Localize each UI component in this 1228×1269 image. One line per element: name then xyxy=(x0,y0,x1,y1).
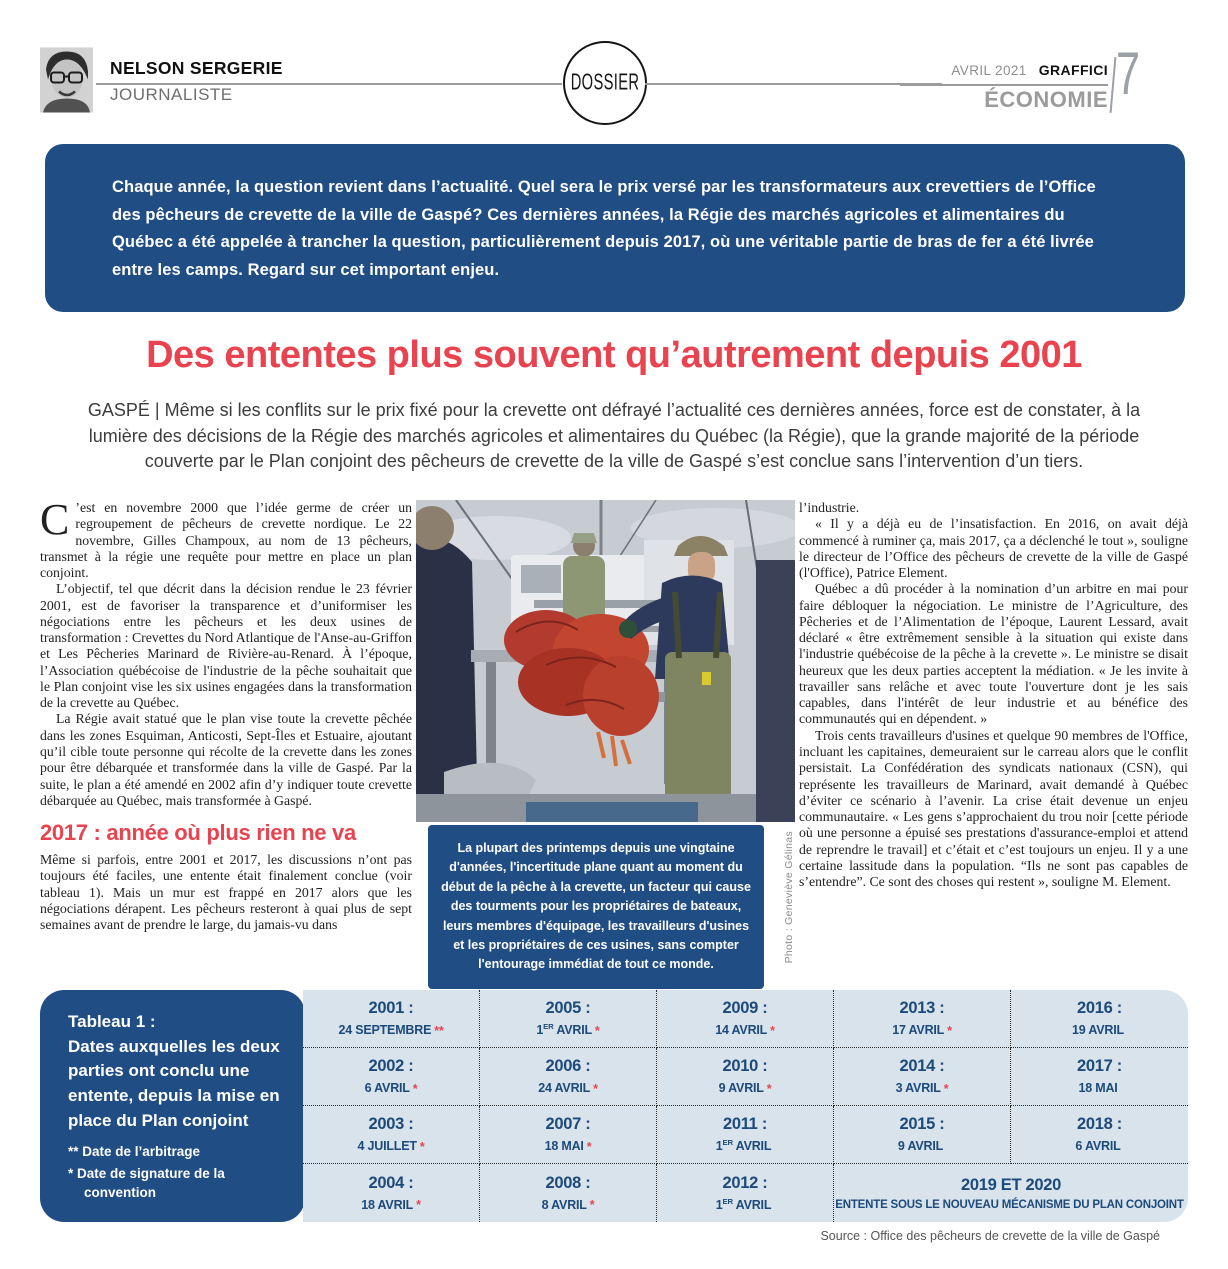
paragraph: C ’est en novembre 2000 que l’idée germe de créer un regroupement de pêcheurs de crevette nordique. Le 22 novembre, Gilles Champoux, au nom de 13 pêcheurs, transmet à la régie une requête pour mettre en place un plan conjoint. xyxy=(40,500,412,581)
figure-caption-row xyxy=(416,825,795,983)
paragraph: « Il y a déjà eu de l’insatisfaction. En 2016, on avait déjà commencé à ruminer ça, mais 2017, ça a déclenché le tout », souligne le directeur de l’Office des pêcheurs de crevette de la ville de Gaspé (l'Office), Patrice Element. xyxy=(799,516,1188,581)
section-label: ÉCONOMIE xyxy=(984,87,1108,112)
table-cell-2011: 2011 : 1ER AVRIL xyxy=(657,1106,834,1164)
table-cell-2005: 2005 : 1ER AVRIL * xyxy=(480,990,657,1048)
meta-rule xyxy=(900,84,1108,86)
table-cell-2002: 2002 : 6 AVRIL * xyxy=(303,1048,480,1106)
brand-name: GRAFFICI xyxy=(1038,62,1108,78)
table-legend-panel xyxy=(40,990,305,1222)
table-cell-2006: 2006 : 24 AVRIL * xyxy=(480,1048,657,1106)
section-subhead: 2017 : année où plus rien ne va xyxy=(40,820,356,846)
table-title: Tableau 1 : xyxy=(68,1012,156,1031)
table-cell-2007: 2007 : 18 MAI * xyxy=(480,1106,657,1164)
table-cell-2009: 2009 : 14 AVRIL * xyxy=(657,990,834,1048)
article-body xyxy=(40,500,1188,988)
intro-text: Chaque année, la question revient dans l’actualité. Quel sera le prix versé par les transformateurs aux crevettiers de l’Office des pêcheurs de crevette de la ville de Gaspé? Ces dernières années, la Régie des marchés agricoles et alimentaires du Québec a été appelée à trancher la question, particulièrement depuis 2017, où une véritable partie de bras de fer a été livrée entre les camps. Regard sur cet important enjeu. xyxy=(112,178,1096,280)
article-lead: GASPÉ | Même si les conflits sur le prix fixé pour la crevette ont défrayé l’actualité ces dernières années, force est de constater, à la lumière des décisions de la Régie des marchés agricoles et alimentaires du Québec (la Régie), que la grande majorité de la période couverte par le Plan conjoint des pêcheurs de crevette de la ville de Gaspé s’est conclue sans l’intervention d’un tiers. xyxy=(87,400,1141,472)
table-cell-2016: 2016 : 19 AVRIL xyxy=(1011,990,1188,1048)
photo-credit: Photo : Geneviève Gélinas xyxy=(783,831,795,964)
table-cell-2008: 2008 : 8 AVRIL * xyxy=(480,1164,657,1222)
table-description: Dates auxquelles les deux parties ont conclu une entente, depuis la mise en place du Plan conjoint xyxy=(68,1036,280,1130)
article-headline: Des ententes plus souvent qu’autrement depuis 2001 xyxy=(146,334,1082,376)
table-cell-2013: 2013 : 17 AVRIL * xyxy=(834,990,1011,1048)
table-cell-2003: 2003 : 4 JUILLET * xyxy=(303,1106,480,1164)
dossier-label: DOSSIER xyxy=(570,69,640,96)
intro-box xyxy=(45,144,1185,312)
page-number: 7 xyxy=(1116,40,1141,107)
header-rule-right xyxy=(645,83,942,85)
article-photo xyxy=(416,500,795,822)
table-cell-2019-2020: 2019 ET 2020 ENTENTE SOUS LE NOUVEAU MÉCANISME DU PLAN CONJOINT xyxy=(835,1175,1184,1211)
table-cell-2017: 2017 : 18 MAI xyxy=(1011,1048,1188,1106)
table-footnotes xyxy=(68,1143,287,1202)
table-source: Source : Office des pêcheurs de crevette de la ville de Gaspé xyxy=(820,1229,1160,1243)
table-cell-2015: 2015 : 9 AVRIL xyxy=(834,1106,1011,1164)
dossier-badge xyxy=(563,41,647,125)
column-right xyxy=(799,500,1188,988)
table-cell-2010: 2010 : 9 AVRIL * xyxy=(657,1048,834,1106)
footnote-signature: * Date de signature de la convention xyxy=(68,1166,225,1200)
issue-date: AVRIL 2021 xyxy=(951,63,1027,78)
table-cell-2012: 2012 : 1ER AVRIL xyxy=(657,1164,834,1222)
author-name: NELSON SERGERIE xyxy=(110,58,283,78)
table-cell-2001: 2001 : 24 SEPTEMBRE ** xyxy=(303,990,480,1048)
paragraph: La Régie avait statué que le plan vise toute la crevette pêchée dans les zones Esquiman, Anticosti, Sept-Îles et Estuaire, ajoutant qu’il cible toute personne qui récolte de la crevette dans les zones pour être débarquée et transformée dans la ville de Gaspé. Par la suite, le plan a été amendé en 2002 afin d’y indiquer toute crevette débarquée au Québec, mais transformée à Gaspé. xyxy=(40,711,412,808)
table-cell-2004: 2004 : 18 AVRIL * xyxy=(303,1164,480,1222)
column-left xyxy=(40,500,412,988)
paragraph: Trois cents travailleurs d'usines et quelque 90 membres de l'Office, incluant les capitaines, demeuraient sur le carreau alors que le conflit persistait. La Confédération des syndicats nationaux (CSN), qui représente les travailleurs de Marinard, avait demandé à Québec d’éviter ce scénario à l’avenir. La crise était devenue un enjeu communautaire. « Les gens s’approchaient du trou noir [cette période où une personne a épuisé ses prestations d'assurance-emploi et attend de reprendre le travail] et c’était et c’est toujours un enjeu. Il y a une certaine lassitude dans la population. “Ils ne sont pas capables de s’entendre”. Ce sont des choses qui restent », souligne M. Element. xyxy=(799,727,1188,890)
paragraph: L’objectif, tel que décrit dans la décision rendue le 23 février 2001, est de favoriser la transparence et d’uniformiser les négociations entre les pêcheurs et les deux usines de transformation : Crevettes du Nord Atlantique de l'Anse-au-Griffon et Les Pêcheries Marinard de Rivière-au-Renard. À l’époque, l’Association québécoise de l'industrie de la pêche souhaitait que le Plan conjoint vise les six usines engagées dans la transformation de la crevette au Québec. xyxy=(40,581,412,711)
column-center-figure xyxy=(416,500,795,988)
table-cell-2014: 2014 : 3 AVRIL * xyxy=(834,1048,1011,1106)
paragraph: Même si parfois, entre 2001 et 2017, les discussions n’ont pas toujours été faciles, une entente était finalement conclue (voir tableau 1). Mais un mur est frappé en 2017 alors que les négociations dérapent. Les pêcheurs resteront à quai plus de sept semaines avant de prendre le large, du jamais-vu dans xyxy=(40,852,412,933)
footnote-arbitrage: ** Date de l’arbitrage xyxy=(68,1144,201,1160)
header-rule-left xyxy=(96,83,562,85)
table-1 xyxy=(40,990,1188,1222)
paragraph: Québec a dû procéder à la nomination d’un arbitre en mai pour faire débloquer la négociation. Le ministre de l’Agriculture, des Pêcheries et de l’Alimentation de l’époque, Laurent Lessard, avait déclaré « être extrêmement sensible à la situation qui existe dans l'industrie québécoise de la pêche à la crevette ». Le ministre se disait heureux que les deux parties acceptent la médiation. « Je les invite à travailler sans relâche et avec toute l'ouverture dont je les sais capables, dans l'intérêt de leur industrie et au bénéfice des communautés qui en dépendent. » xyxy=(799,581,1188,727)
table-grid xyxy=(303,990,1188,1222)
author-avatar xyxy=(40,47,93,113)
photo-caption: La plupart des printemps depuis une vingtaine d'années, l'incertitude plane quant au moment du début de la pêche à la crevette, un facteur qui cause des tourments pour les propriétaires de bateaux, leurs membres d'équipage, les travailleurs d'usines et les propriétaires de ces usines, sans compter l'entourage immédiat de tout ce monde. xyxy=(428,825,764,989)
paragraph: l’industrie. xyxy=(799,500,860,515)
author-portrait-illustration xyxy=(40,47,93,113)
author-role: JOURNALISTE xyxy=(110,85,233,104)
issue-meta xyxy=(951,62,1108,80)
drop-cap: C xyxy=(40,500,70,544)
table-cell-2018: 2018 : 6 AVRIL xyxy=(1011,1106,1188,1164)
